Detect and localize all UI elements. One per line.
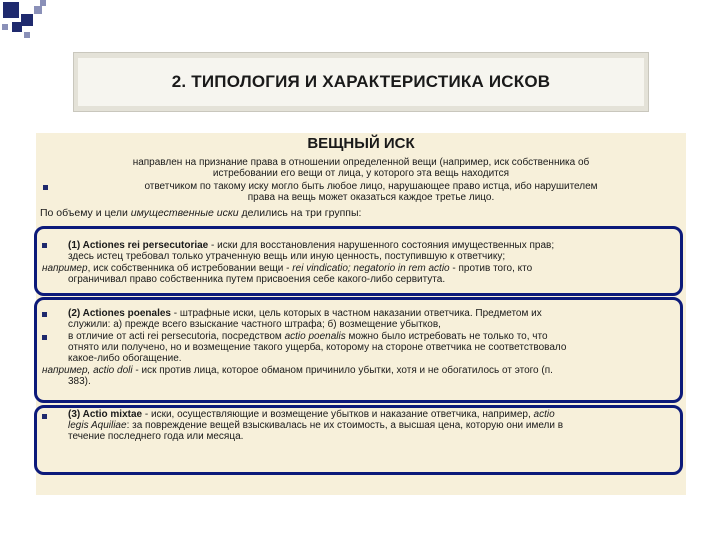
intro-line-1: направлен на признание права в отношении определенной вещи (например, иск собственника об <box>132 157 590 168</box>
group-1-label: (1) Actiones rei persecutoriae <box>68 240 209 251</box>
group-2-line-3-start: в отличие от acti rei persecutoria, посредством <box>68 331 285 342</box>
groups-sentence <box>40 208 361 220</box>
decor-square-5 <box>40 0 46 6</box>
group-1-line-4: ограничивал право собственника путем присвоения себе какого-либо сервитута. <box>68 274 446 285</box>
content-panel <box>36 133 686 495</box>
group-1-line-1-text: - иски для восстановления нарушенного состояния имущественных прав; <box>208 240 555 251</box>
group-3-label: (3) Actio mixtae <box>68 409 143 420</box>
bullet-marker <box>43 185 48 190</box>
group-3-line-1-text: - иски, осуществляющие и возмещение убытков и наказание ответчика, например, <box>142 409 534 420</box>
group-2-line-4: отнято или получено, но и возмещение такого ущерба, которому на стороне ответчика не соответствовало <box>68 342 567 353</box>
bullet-marker <box>42 335 47 340</box>
group-2-line-3 <box>68 331 548 343</box>
group-3-line-3: течение последнего года или месяца. <box>68 431 244 442</box>
decor-square-1 <box>3 2 19 18</box>
group-1-example: например <box>42 263 88 274</box>
group-2-line-1-text: - штрафные иски, цель которых в частном наказании ответчика. Предметом их <box>171 308 542 319</box>
group-1-line-3 <box>42 263 532 275</box>
decor-square-7 <box>2 24 8 30</box>
decor-square-4 <box>34 6 42 14</box>
intro-line-2: истребовании его вещи от лица, у которого эта вещь находится <box>212 168 510 179</box>
decor-square-3 <box>12 22 22 32</box>
groups-suffix: делились на три группы: <box>238 207 362 219</box>
group-1-line-3-end: - против того, кто <box>449 263 533 274</box>
group-2-line-2: служили: а) прежде всего взыскание частного штрафа; б) возмещение убытков, <box>68 319 441 330</box>
slide-title: 2. ТИПОЛОГИЯ И ХАРАКТЕРИСТИКА ИСКОВ <box>171 72 551 91</box>
section-heading: ВЕЩНЫЙ ИСК <box>307 135 415 152</box>
group-2-line-3-italic: actio poenalis <box>284 331 346 342</box>
group-1-line-2: здесь истец требовал только утраченную вещь или иную ценность, поступившую к ответчику; <box>68 251 506 262</box>
intro-bullet-line-2: права на вещь может оказаться каждое третье лицо. <box>247 192 495 203</box>
group-2-label: (2) Actiones poenales <box>68 308 171 319</box>
group-2-example: например, actio doli <box>42 365 133 376</box>
decor-square-6 <box>24 32 30 38</box>
bullet-marker <box>42 312 47 317</box>
group-1-line-3-italic: rei vindicatio; negatorio in rem actio <box>292 263 450 274</box>
groups-italic: имущественные иски <box>130 207 239 219</box>
group-2-line-7: 383). <box>68 376 91 387</box>
group-2-line-6 <box>42 365 553 377</box>
group-1-line-1 <box>68 240 554 252</box>
group-1-line-3-mid: , иск собственника об истребовании вещи - <box>87 263 293 274</box>
group-2-line-1 <box>68 308 542 320</box>
bullet-marker <box>42 414 47 419</box>
bullet-marker <box>42 243 47 248</box>
group-2-line-5: какое-либо обогащение. <box>68 353 182 364</box>
group-2-line-3-end: можно было истребовать не только то, что <box>345 331 548 342</box>
decor-square-2 <box>21 14 33 26</box>
group-2-line-6-text: - иск против лица, которое обманом причинило убытки, хотя и не обогатилось от этого (п. <box>132 365 553 376</box>
group-3-line-2-text: : за повреждение вещей взыскивалась не их стоимость, а высшая цена, которую они имели в <box>126 420 564 431</box>
title-inner <box>78 58 644 106</box>
group-3-line-1 <box>68 409 555 421</box>
intro-bullet-line-1: ответчиком по такому иску могло быть любое лицо, нарушающее право истца, ибо нарушителем <box>144 181 598 192</box>
group-3-line-1-italic: actio <box>533 409 555 420</box>
groups-prefix: По объему и цели <box>40 207 131 219</box>
group-3-line-2 <box>68 420 563 432</box>
title-box <box>73 52 649 112</box>
group-3-line-2-italic: legis Aquiliae <box>68 420 127 431</box>
